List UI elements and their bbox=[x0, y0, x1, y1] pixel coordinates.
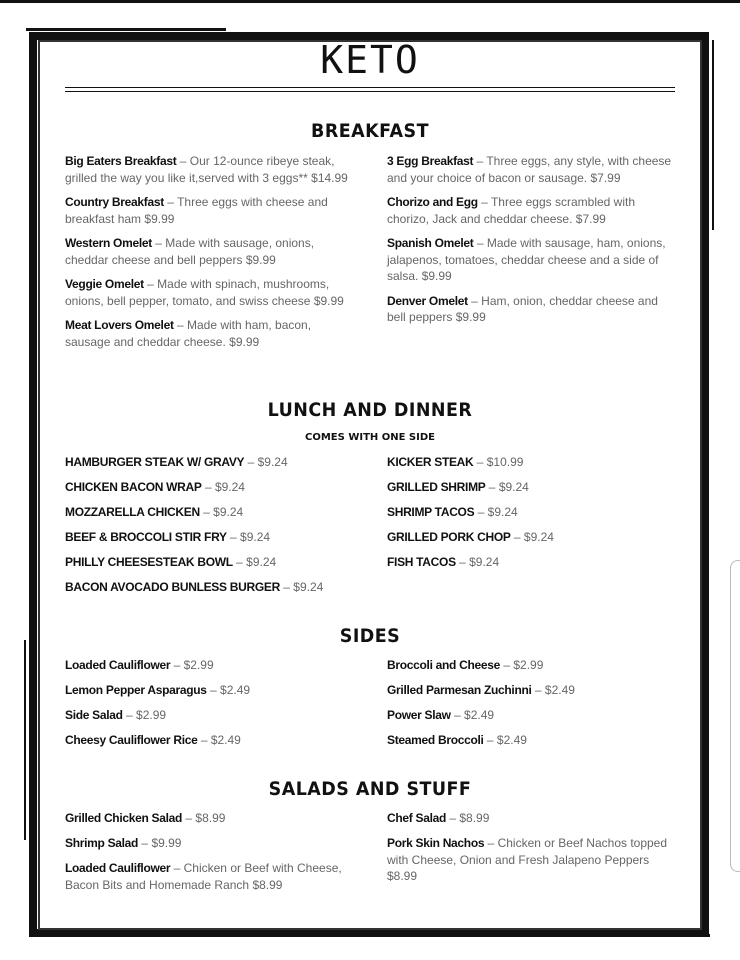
menu-item-dash: – bbox=[483, 733, 497, 747]
menu-item bbox=[65, 276, 355, 309]
menu-item-dash: – bbox=[446, 811, 460, 825]
menu-item-dash: – bbox=[197, 733, 211, 747]
menu-item-name: Shrimp Salad bbox=[65, 836, 139, 850]
menu-item bbox=[65, 579, 355, 596]
menu-item bbox=[387, 657, 677, 674]
title-rule-bottom bbox=[65, 91, 675, 92]
menu-item-price: $9.24 bbox=[523, 530, 554, 544]
menu-item bbox=[65, 479, 355, 496]
menu-item-description: Three eggs scrambled with chorizo, Jack and cheddar cheese. bbox=[387, 195, 636, 226]
menu-item-name: Country Breakfast bbox=[65, 195, 164, 209]
menu-item-dash: – bbox=[182, 811, 196, 825]
menu-item bbox=[387, 835, 677, 885]
menu-item-price: $2.49 bbox=[544, 683, 575, 697]
menu-item-dash: – bbox=[173, 318, 187, 332]
menu-item bbox=[387, 504, 677, 521]
menu-item-dash: – bbox=[467, 293, 482, 308]
menu-item bbox=[387, 194, 677, 227]
border-scratch bbox=[520, 934, 710, 937]
menu-item-name: KICKER STEAK bbox=[387, 455, 474, 469]
menu-item-name: Loaded Cauliflower bbox=[65, 658, 171, 672]
menu-item-price: $2.49 bbox=[496, 733, 527, 747]
menu-item-description: Made with sausage, onions, cheddar cheese and bell peppers bbox=[65, 236, 315, 267]
menu-item-price: $14.99 bbox=[311, 170, 348, 185]
menu-item bbox=[65, 835, 355, 852]
menu-item bbox=[65, 529, 355, 546]
menu-item-dash: – bbox=[163, 195, 178, 209]
menu-item-dash: – bbox=[473, 455, 487, 469]
menu-item-price: $8.99 bbox=[252, 877, 283, 892]
menu-item bbox=[387, 153, 677, 186]
menu-item bbox=[65, 682, 355, 699]
menu-item-dash: – bbox=[122, 708, 137, 722]
menu-item-price: $8.99 bbox=[387, 869, 418, 883]
menu-item bbox=[65, 554, 355, 571]
menu-item-dash: – bbox=[170, 861, 184, 875]
menu-item-price: $7.99 bbox=[590, 170, 621, 185]
menu-item-dash: – bbox=[484, 836, 498, 850]
lunch-left-column bbox=[65, 454, 355, 596]
menu-item-name: Loaded Cauliflower bbox=[65, 861, 171, 875]
menu-item-price: $7.99 bbox=[575, 211, 606, 226]
menu-item-description: Made with spinach, mushrooms, onions, bell pepper, tomato, and swiss cheese bbox=[65, 277, 330, 308]
menu-item-price: $9.24 bbox=[498, 480, 529, 494]
menu-item bbox=[65, 235, 355, 268]
menu-item-name: Meat Lovers Omelet bbox=[65, 318, 174, 332]
menu-item-dash: – bbox=[473, 154, 487, 168]
menu-item bbox=[65, 153, 355, 186]
top-edge-bar bbox=[0, 0, 740, 3]
menu-item bbox=[387, 810, 677, 827]
menu-item-dash: – bbox=[226, 530, 241, 544]
menu-item-dash: – bbox=[531, 683, 545, 697]
menu-item-description: Chicken or Beef with Cheese, Bacon Bits and Homemade Ranch bbox=[65, 861, 342, 892]
menu-item bbox=[65, 732, 355, 749]
menu-item-dash: – bbox=[473, 236, 487, 250]
menu-item-price: $8.99 bbox=[459, 811, 490, 825]
menu-item-dash: – bbox=[232, 555, 247, 569]
menu-item-dash: – bbox=[201, 480, 215, 494]
menu-item-dash: – bbox=[455, 555, 470, 569]
menu-item bbox=[387, 479, 677, 496]
menu-item-name: Lemon Pepper Asparagus bbox=[65, 683, 207, 697]
menu-item-name: MOZZARELLA CHICKEN bbox=[65, 505, 200, 519]
menu-item-name: PHILLY CHEESESTEAK BOWL bbox=[65, 555, 233, 569]
breakfast-left-column bbox=[65, 153, 355, 350]
menu-item-name: 3 Egg Breakfast bbox=[387, 154, 474, 168]
breakfast-right-column bbox=[387, 153, 677, 326]
menu-item-name: FISH TACOS bbox=[387, 555, 456, 569]
border-scratch bbox=[26, 28, 226, 31]
menu-item-dash: – bbox=[474, 505, 488, 519]
menu-item-price: $10.99 bbox=[486, 455, 524, 469]
menu-item-dash: – bbox=[138, 836, 152, 850]
menu-item-price: $9.99 bbox=[144, 211, 175, 226]
menu-item bbox=[65, 454, 355, 471]
menu-item-description: Three eggs with cheese and breakfast ham bbox=[65, 195, 328, 226]
menu-item-price: $9.24 bbox=[469, 555, 500, 569]
lunch-right-column bbox=[387, 454, 677, 571]
menu-item-price: $9.99 bbox=[455, 310, 486, 324]
menu-item bbox=[65, 504, 355, 521]
menu-item bbox=[387, 235, 677, 285]
menu-item-description: Made with sausage, ham, onions, jalapenos, tomatoes, cheddar cheese and a side of salsa. bbox=[387, 236, 666, 283]
menu-item-price: $9.99 bbox=[151, 836, 182, 850]
menu-item-name: Veggie Omelet bbox=[65, 277, 144, 291]
menu-item bbox=[387, 293, 677, 326]
menu-item-name: Chef Salad bbox=[387, 811, 447, 825]
menu-item-dash: – bbox=[170, 658, 184, 672]
menu-item bbox=[387, 682, 677, 699]
menu-item-name: Chorizo and Egg bbox=[387, 195, 478, 209]
menu-item-description: Our 12-ounce ribeye steak, grilled the way you like it,served with 3 eggs** bbox=[65, 154, 335, 185]
menu-item-price: $2.99 bbox=[513, 658, 544, 672]
sides-right-column bbox=[387, 657, 677, 749]
menu-item-name: Spanish Omelet bbox=[387, 236, 474, 250]
menu-item-price: $9.24 bbox=[214, 480, 245, 494]
border-scratch bbox=[24, 640, 26, 840]
salads-left-column bbox=[65, 810, 355, 893]
menu-item-price: $9.24 bbox=[257, 455, 288, 469]
menu-item-name: BEEF & BROCCOLI STIR FRY bbox=[65, 530, 227, 544]
title-rule-top bbox=[65, 87, 675, 88]
page-edge-bracket bbox=[730, 560, 740, 872]
menu-item-price: $9.99 bbox=[229, 334, 260, 349]
menu-item-dash: – bbox=[244, 455, 258, 469]
menu-item-price: $2.49 bbox=[220, 683, 251, 697]
menu-item bbox=[387, 707, 677, 724]
menu-item-price: $8.99 bbox=[195, 811, 226, 825]
menu-item-dash: – bbox=[199, 505, 214, 519]
menu-item bbox=[387, 454, 677, 471]
menu-item-name: Cheesy Cauliflower Rice bbox=[65, 733, 198, 747]
menu-item bbox=[65, 810, 355, 827]
menu-item-price: $2.99 bbox=[183, 658, 214, 672]
menu-item bbox=[65, 860, 355, 893]
menu-item-name: Power Slaw bbox=[387, 708, 451, 722]
menu-item-dash: – bbox=[279, 580, 294, 594]
menu-item-dash: – bbox=[143, 277, 158, 291]
menu-item bbox=[65, 707, 355, 724]
menu-item-price: $9.24 bbox=[240, 530, 271, 544]
menu-item-description: Ham, onion, cheddar cheese and bell peppers bbox=[387, 293, 658, 324]
menu-item-description: Made with ham, bacon, sausage and cheddar cheese. bbox=[65, 318, 312, 349]
menu-item-price: $9.99 bbox=[421, 269, 452, 283]
menu-item-dash: – bbox=[176, 154, 190, 168]
menu-title: KETO bbox=[320, 38, 420, 82]
menu-item-price: $9.24 bbox=[213, 505, 244, 519]
sides-left-column bbox=[65, 657, 355, 749]
menu-item bbox=[387, 529, 677, 546]
menu-item-name: Side Salad bbox=[65, 708, 123, 722]
menu-item-name: Grilled Chicken Salad bbox=[65, 811, 183, 825]
salads-heading: SALADS AND STUFF bbox=[268, 778, 472, 800]
menu-item-description: Chicken or Beef Nachos topped with Cheese, Onion and Fresh Jalapeno Peppers bbox=[387, 836, 668, 867]
menu-item-name: BACON AVOCADO BUNLESS BURGER bbox=[65, 580, 280, 594]
lunch-dinner-subheading: COMES WITH ONE SIDE bbox=[305, 432, 435, 443]
menu-item bbox=[65, 657, 355, 674]
menu-item-dash: – bbox=[477, 195, 491, 209]
salads-right-column bbox=[387, 810, 677, 885]
menu-item-dash: – bbox=[510, 530, 524, 544]
menu-item-price: $9.24 bbox=[487, 505, 518, 519]
menu-item-dash: – bbox=[151, 236, 166, 250]
menu-item-name: Steamed Broccoli bbox=[387, 733, 484, 747]
menu-item bbox=[65, 317, 355, 350]
menu-item-name: GRILLED SHRIMP bbox=[387, 480, 486, 494]
menu-item-price: $9.24 bbox=[293, 580, 324, 594]
menu-item-dash: – bbox=[450, 708, 465, 722]
menu-item-name: HAMBURGER STEAK W/ GRAVY bbox=[65, 455, 245, 469]
menu-item-price: $9.99 bbox=[245, 252, 276, 267]
menu-item-price: $2.49 bbox=[210, 733, 241, 747]
menu-item bbox=[65, 194, 355, 227]
menu-item-dash: – bbox=[500, 658, 514, 672]
lunch-dinner-heading: LUNCH AND DINNER bbox=[267, 399, 473, 421]
menu-item bbox=[387, 732, 677, 749]
menu-item-price: $9.99 bbox=[313, 293, 344, 308]
menu-item-description: Three eggs, any style, with cheese and your choice of bacon or sausage. bbox=[387, 154, 672, 185]
menu-item-dash: – bbox=[485, 480, 499, 494]
menu-item-name: Broccoli and Cheese bbox=[387, 658, 501, 672]
breakfast-heading: BREAKFAST bbox=[311, 120, 429, 142]
menu-item-name: SHRIMP TACOS bbox=[387, 505, 475, 519]
menu-item-name: Denver Omelet bbox=[387, 293, 468, 308]
menu-item-name: Pork Skin Nachos bbox=[387, 836, 485, 850]
menu-item-name: Grilled Parmesan Zuchinni bbox=[387, 683, 532, 697]
menu-item-name: Big Eaters Breakfast bbox=[65, 154, 177, 168]
menu-item-price: $9.24 bbox=[246, 555, 277, 569]
sides-heading: SIDES bbox=[339, 625, 401, 647]
menu-item-price: $2.99 bbox=[136, 708, 167, 722]
menu-item-name: Western Omelet bbox=[65, 236, 152, 250]
menu-item-price: $2.49 bbox=[464, 708, 495, 722]
menu-item-name: GRILLED PORK CHOP bbox=[387, 530, 511, 544]
menu-item-name: CHICKEN BACON WRAP bbox=[65, 480, 202, 494]
menu-item-dash: – bbox=[206, 683, 221, 697]
menu-item bbox=[387, 554, 677, 571]
